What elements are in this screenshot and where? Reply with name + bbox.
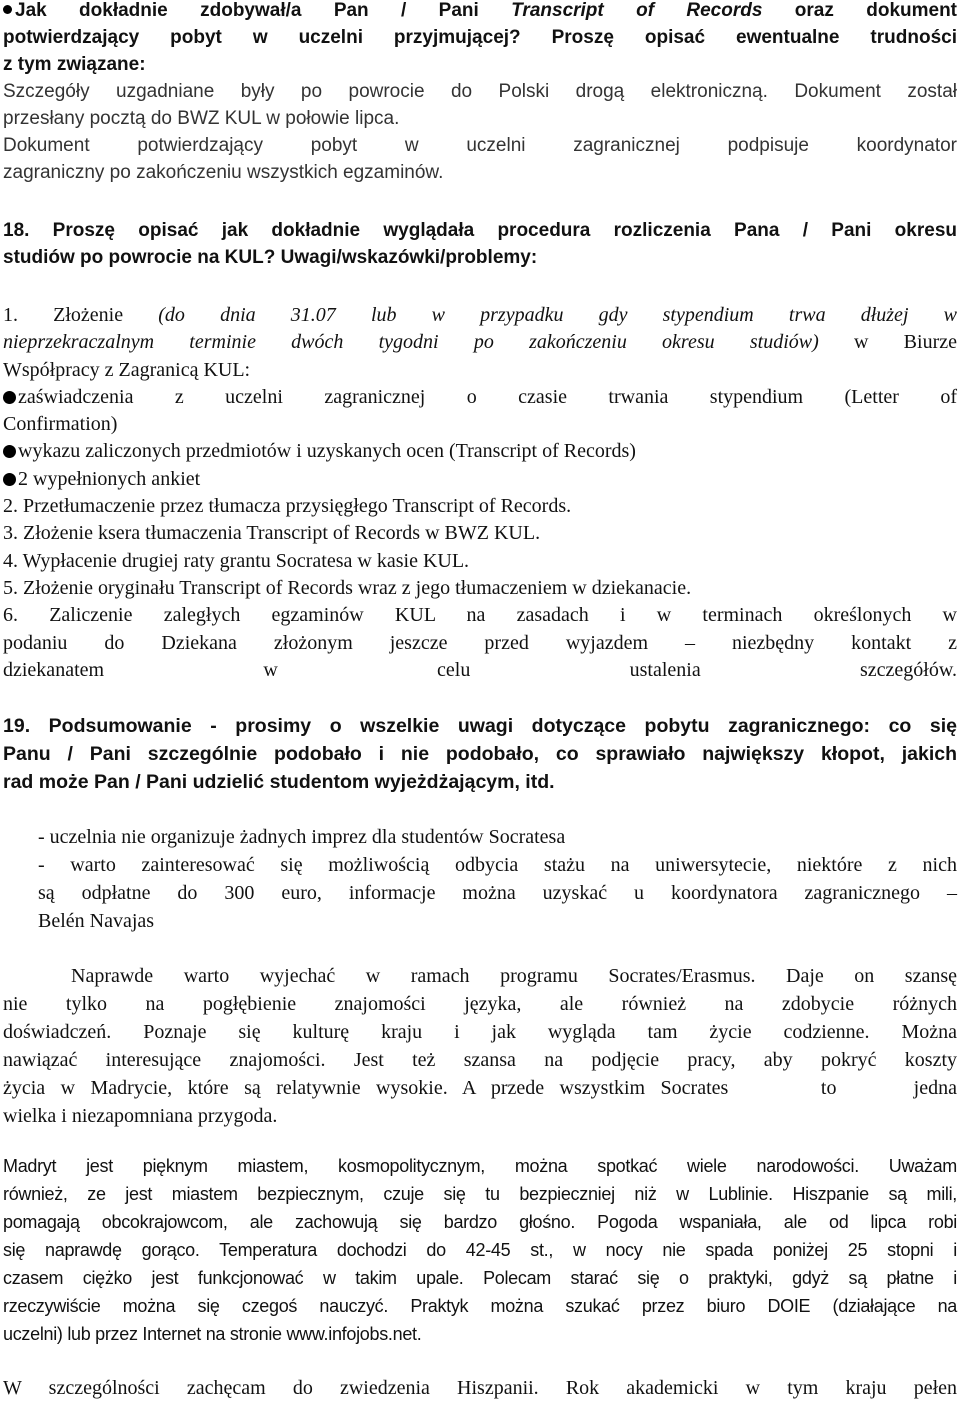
step-2: 2. Przetłumaczenie przez tłumacza przysięgłego Transcript of Records.	[3, 495, 572, 518]
q18-steps	[3, 302, 957, 684]
q19-remarks	[38, 823, 957, 935]
remark-2-line2: są odpłatne do 300 euro, informacje można uzyskać u koordynatora zagranicznego –	[38, 882, 957, 904]
q19-heading	[3, 712, 957, 796]
q18-heading-line2: studiów po powrocie na KUL? Uwagi/wskazówki/problemy:	[3, 247, 538, 268]
paragraph-2-line5: czasem ciężko jest funkcjonować w takim upale. Polecam starać się o praktyki, gdyż są płatne i	[3, 1268, 957, 1288]
paragraph-1-line5: życia w Madrycie, które są relatywnie wysokie. A przede wszystkim Socrates to jedna	[3, 1077, 957, 1099]
step-1-line3: Współpracy z Zagranicą KUL:	[3, 358, 251, 381]
step-6-line2: podaniu do Dziekana złożonym jeszcze przed wyjazdem – niezbędny kontakt z	[3, 631, 957, 654]
bullet-item-1-cont: Confirmation)	[3, 413, 118, 436]
q17-answer-line4: zagraniczny po zakończeniu wszystkich egzaminów.	[3, 162, 444, 183]
q17-answer	[3, 78, 957, 186]
q19-heading-line2: Panu / Pani szczególnie podobało i nie podobało, co sprawiało największy kłopot, jakich	[3, 743, 957, 765]
bullet-item-1: zaświadczenia z uczelni zagranicznej o czasie trwania stypendium (Letter of	[3, 384, 957, 411]
step-4: 4. Wypłacenie drugiej raty grantu Socratesa w kasie KUL.	[3, 549, 470, 572]
q17-question-line1: Jak dokładnie zdobywał/a Pan / Pani Transcript of Records oraz dokument	[3, 0, 957, 24]
paragraph-1-line4: nawiązać interesujące znajomości. Jest też szansa na podjęcie pracy, aby pokryć koszty	[3, 1049, 957, 1071]
step-1-line1: 1. Złożenie (do dnia 31.07 lub w przypadku gdy stypendium trwa dłużej w	[3, 304, 957, 326]
step-6-line3: dziekanatem w celu ustalenia szczegółów.	[3, 658, 957, 681]
summary-paragraph-2	[3, 1152, 957, 1348]
q17-answer-line3: Dokument potwierdzający pobyt w uczelni zagranicznej podpisuje koordynator	[3, 135, 957, 156]
paragraph-3-line1: W szczególności zachęcam do zwiedzenia Hiszpanii. Rok akademicki w tym kraju pełen	[3, 1377, 957, 1399]
q18-heading-line1: 18. Proszę opisać jak dokładnie wyglądała procedura rozliczenia Pana / Pani okresu	[3, 220, 957, 241]
bullet-icon	[3, 445, 16, 458]
bullet-item-2: wykazu zaliczonych przedmiotów i uzyskanych ocen (Transcript of Records)	[3, 438, 957, 465]
remark-2-line3: Belén Navajas	[38, 910, 155, 932]
paragraph-1-line3: doświadczeń. Poznaje się kulturę kraju i jak wygląda tam życie codzienne. Można	[3, 1021, 957, 1043]
q17-answer-line1: Szczegóły uzgadniane były po powrocie do Polski drogą elektroniczną. Dokument został	[3, 81, 957, 102]
paragraph-1-line1: Naprawde warto wyjechać w ramach programu Socrates/Erasmus. Daje on szansę	[71, 965, 957, 987]
remark-1: - uczelnia nie organizuje żadnych imprez dla studentów Socratesa	[38, 826, 566, 848]
q17-question-line3: z tym związane:	[3, 54, 146, 75]
q17-question	[3, 0, 957, 78]
q17-question-line2: potwierdzający pobyt w uczelni przyjmującej? Proszę opisać ewentualne trudności	[3, 27, 957, 48]
q17-answer-line2: przesłany pocztą do BWZ KUL w połowie lipca.	[3, 108, 400, 129]
step-6-line1: 6. Zaliczenie zaległych egzaminów KUL na zasadach i w terminach określonych w	[3, 604, 957, 627]
q19-heading-line3: rad może Pan / Pani udzielić studentom wyjeżdżającym, itd.	[3, 771, 555, 793]
bullet-icon	[3, 473, 16, 486]
q19-heading-line1: 19. Podsumowanie - prosimy o wszelkie uwagi dotyczące pobytu zagranicznego: co się	[3, 715, 957, 737]
paragraph-2-line1: Madryt jest pięknym miastem, kosmopolitycznym, można spotkać wiele narodowości. Uważam	[3, 1156, 957, 1176]
step-1-line2: nieprzekraczalnym terminie dwóch tygodni po zakończeniu okresu studiów) w Biurze	[3, 331, 957, 354]
paragraph-1-line2: nie tylko na pogłębienie znajomości języka, ale również na zdobycie różnych	[3, 993, 957, 1015]
q18-heading	[3, 217, 957, 271]
paragraph-2-line7: uczelni) lub przez Internet na stronie www.infojobs.net.	[3, 1324, 422, 1344]
bullet-icon	[3, 391, 16, 404]
summary-paragraph-3	[3, 1374, 957, 1402]
paragraph-2-line3: pomagają obcokrajowcom, ale zachowują się bardzo głośno. Pogoda wspaniała, ale od lipca robi	[3, 1212, 957, 1232]
summary-paragraph-1	[3, 962, 957, 1130]
paragraph-2-line2: również, ze jest miastem bezpiecznym, czuje się tu bezpieczniej niż w Lublinie. Hiszpanie są mili,	[3, 1184, 957, 1204]
paragraph-1-line6: wielka i niezapomniana przygoda.	[3, 1105, 278, 1127]
bullet-icon	[3, 5, 12, 14]
paragraph-2-line6: rzeczywiście można się czegoś nauczyć. Praktyk można szukać przez biuro DOIE (działające na	[3, 1296, 957, 1316]
remark-2-line1: - warto zainteresować się możliwością odbycia stażu na uniwersytecie, niektóre z nich	[38, 854, 957, 876]
paragraph-2-line4: się naprawdę gorąco. Temperatura dochodzi do 42-45 st., w nocy nie spada poniżej 25 stopni i	[3, 1240, 957, 1260]
step-5: 5. Złożenie oryginału Transcript of Records wraz z jego tłumaczeniem w dziekanacie.	[3, 576, 692, 599]
step-3: 3. Złożenie ksera tłumaczenia Transcript of Records w BWZ KUL.	[3, 522, 541, 545]
bullet-item-3: 2 wypełnionych ankiet	[3, 466, 957, 493]
